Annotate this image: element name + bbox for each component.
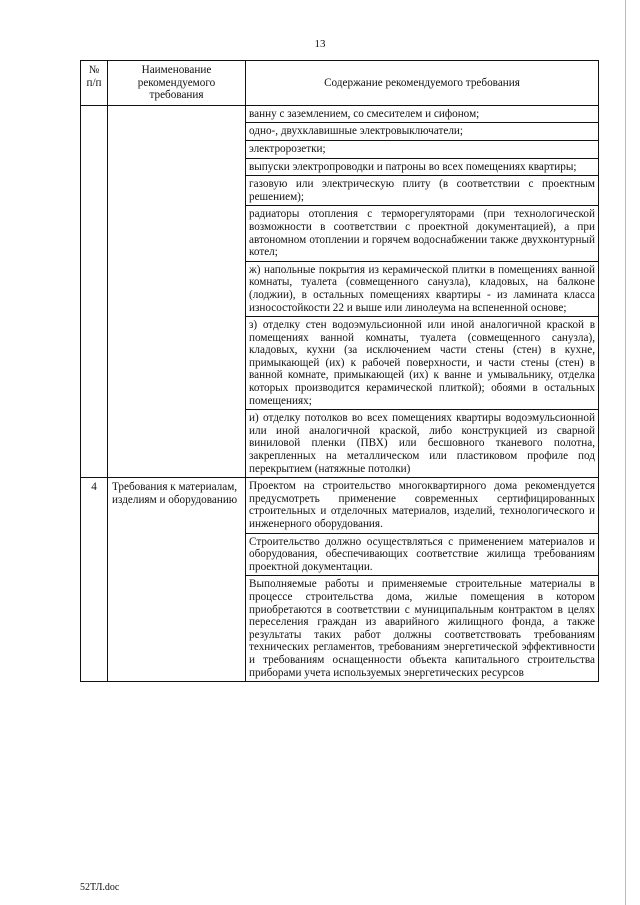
content-paragraph: и) отделку потолков во всех помещениях квартиры водоэмульсионной или иной аналогичной краской, либо конструкцией из сварной виниловой пленки (ПВХ) или бесшовного тканевого полотна, закрепленных на металлическом или пластиковом профиле под перекрытием (натяжные потолки) (249, 412, 595, 475)
row-name: Требования к материалам, изделиям и оборудованию (108, 478, 246, 682)
row-content (246, 478, 599, 682)
content-paragraph: радиаторы отопления с терморегуляторами (при технологической возможности в соответствии с проектной документацией), а при автономном отоплении и горячем водоснабжении также двухконтурный котел; (246, 206, 598, 261)
table-row (81, 105, 599, 477)
scan-edge-line (625, 0, 626, 905)
content-paragraph: з) отделку стен водоэмульсионной или иной аналогичной краской в помещениях ванной комнаты, туалета (совмещенного санузла), кладовых, кухни (за исключением части стены (стен) в кухне, примыкающей (их) к рабочей поверхности, и части стены (стен) в ванной комнате, примыкающей (их) к ванне и умывальнику, отделка которых производится керамической плиткой); обоями в остальных помещениях; (246, 317, 598, 410)
header-content: Содержание рекомендуемого требования (246, 61, 599, 106)
content-paragraph: Строительство должно осуществляться с применением материалов и оборудования, обеспечивающих соответствие жилища требованиям проектной документации. (246, 534, 598, 577)
row-name (108, 105, 246, 477)
content-paragraph: ванну с заземлением, со смесителем и сифоном; (246, 106, 598, 124)
header-num: № п/п (81, 61, 108, 106)
header-name: Наименование рекомендуемого требования (108, 61, 246, 106)
content-paragraph: электророзетки; (246, 141, 598, 159)
row-num: 4 (81, 478, 108, 682)
table-header-row (81, 61, 599, 106)
row-num (81, 105, 108, 477)
row-content (246, 105, 599, 477)
content-paragraph: Проектом на строительство многоквартирного дома рекомендуется предусмотреть применение современных сертифицированных строительных и отделочных материалов, изделий, технологического и инженерного оборудования. (246, 478, 598, 533)
content-paragraph: газовую или электрическую плиту (в соответствии с проектным решением); (246, 176, 598, 206)
content-paragraph: одно-, двухклавишные электровыключатели; (246, 123, 598, 141)
content-paragraph: ж) напольные покрытия из керамической плитки в помещениях ванной комнаты, туалета (совмещенного санузла), кладовых, на балконе (лоджии), в остальных помещениях квартиры - из ламината класса износостойкости 22 и выше или линолеума на вспененной основе; (246, 262, 598, 317)
requirements-table (80, 60, 599, 682)
content-paragraph: выпуски электропроводки и патроны во всех помещениях квартиры; (246, 159, 598, 177)
page-number: 13 (314, 38, 326, 50)
content-paragraph: Выполняемые работы и применяемые строительные материалы в процессе строительства дома, жилые помещения в котором приобретаются в соответствии с муниципальным контрактом в целях переселения граждан из аварийного жилищного фонда, а также результаты таких работ должны соответствовать требованиям технических регламентов, требованиям энергетической эффективности и требованиям оснащенности объекта капитального строительства приборами учета используемых энергетических ресурсов (249, 578, 595, 679)
footer-filename: 52ТЛ.doc (80, 882, 120, 893)
table-row (81, 478, 599, 682)
